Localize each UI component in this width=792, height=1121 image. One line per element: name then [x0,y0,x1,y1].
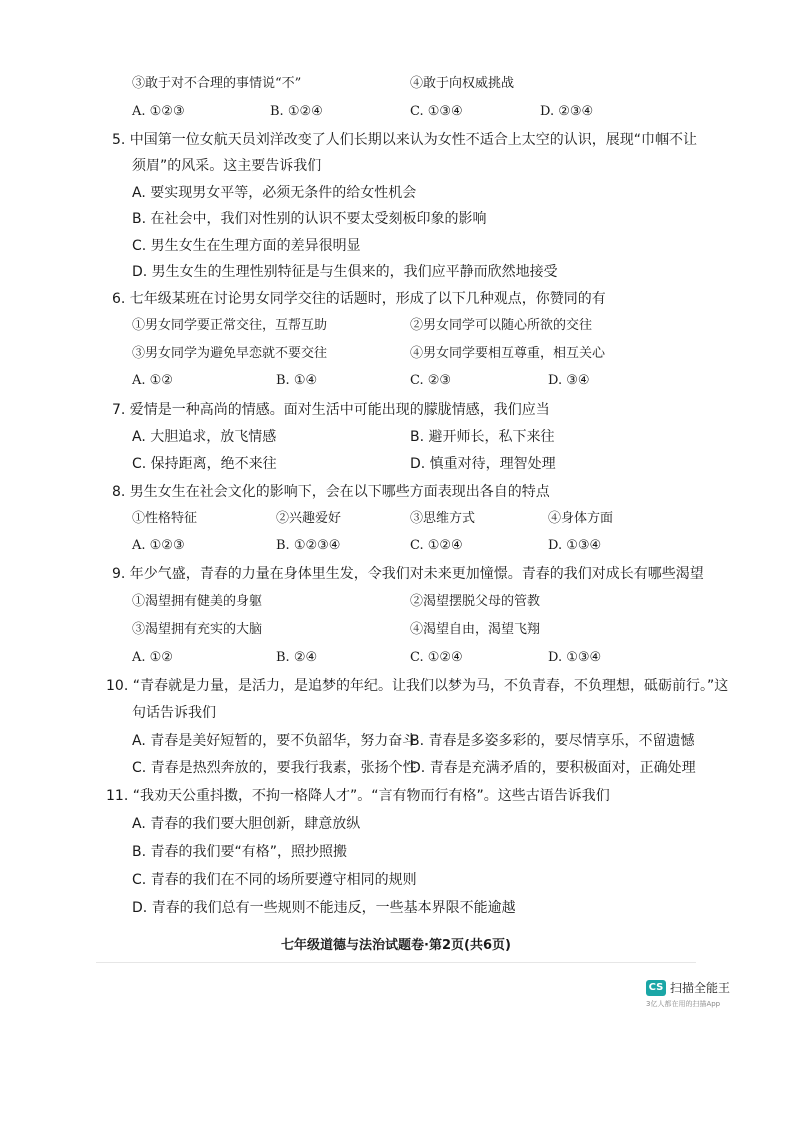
q10-stem-line1: 10. “青春就是力量，是活力，是追梦的年纪。让我们以梦为马，不负青春，不负理想，砥砺前行。”这 [106,678,729,694]
q10-choice-d: D. 青春是充满矛盾的，要积极面对，正确处理 [410,760,696,776]
q11-stem: 11. “我劝天公重抖擞，不拘一格降人才”。“言有物而行有格”。这些古语告诉我们 [106,788,610,804]
q11-choice-b: B. 青春的我们要“有格”，照抄照搬 [132,844,348,860]
q7-choice-a: A. 大胆追求，放飞情感 [132,429,277,445]
q5-choice-b: B. 在社会中，我们对性别的认识不要太受刻板印象的影响 [132,211,487,227]
q8-choice-d: D. ①③④ [548,538,602,553]
page-divider [96,962,696,963]
q10-choice-b: B. 青春是多姿多彩的，要尽情享乐，不留遗憾 [410,733,695,749]
q9-choice-d: D. ①③④ [548,650,602,665]
q6-item-4: ④男女同学要相互尊重，相互关心 [410,346,606,361]
q9-choice-c: C. ①②④ [410,650,463,665]
q4-choice-d: D. ②③④ [540,104,594,119]
q5-stem-line1: 5. 中国第一位女航天员刘洋改变了人们长期以来认为女性不适合上太空的认识，展现“巾帼不让 [112,132,698,148]
q8-item-4: ④身体方面 [548,511,614,526]
q4-item-3: ③敢于对不合理的事情说“不” [132,76,302,91]
q6-choice-c: C. ②③ [410,373,452,388]
q5-choice-a: A. 要实现男女平等，必须无条件的给女性机会 [132,185,417,201]
q7-stem: 7. 爱情是一种高尚的情感。面对生活中可能出现的朦胧情感，我们应当 [112,402,550,418]
q7-choice-b: B. 避开师长，私下来往 [410,429,555,445]
camscanner-tagline: 3亿人都在用的扫描App [646,1000,721,1008]
q9-choice-a: A. ①② [132,650,173,665]
q8-choice-c: C. ①②④ [410,538,463,553]
q8-stem: 8. 男生女生在社会文化的影响下，会在以下哪些方面表现出各自的特点 [112,484,550,500]
q9-stem: 9. 年少气盛，青春的力量在身体里生发，令我们对未来更加憧憬。青春的我们对成长有哪些渴望 [112,566,704,582]
q9-item-4: ④渴望自由，渴望飞翔 [410,622,541,637]
q10-choice-a: A. 青春是美好短暂的，要不负韶华，努力奋斗 [132,733,417,749]
q9-item-1: ①渴望拥有健美的身躯 [132,594,263,609]
q4-choice-a: A. ①②③ [132,104,185,119]
q7-choice-c: C. 保持距离，绝不来往 [132,456,277,472]
q6-choice-b: B. ①④ [276,373,318,388]
q8-choice-b: B. ①②③④ [276,538,341,553]
q10-stem-line2: 句话告诉我们 [132,705,216,721]
page-footer: 七年级道德与法治试题卷·第2页(共6页) [281,938,511,953]
q8-item-2: ②兴趣爱好 [276,511,342,526]
q8-item-3: ③思维方式 [410,511,476,526]
q6-choice-d: D. ③④ [548,373,590,388]
q5-choice-c: C. 男生女生在生理方面的差异很明显 [132,238,361,254]
q8-item-1: ①性格特征 [132,511,198,526]
q4-choice-c: C. ①③④ [410,104,463,119]
q9-item-2: ②渴望摆脱父母的管教 [410,594,541,609]
q10-choice-c: C. 青春是热烈奔放的，要我行我素，张扬个性 [132,760,417,776]
q6-stem: 6. 七年级某班在讨论男女同学交往的话题时，形成了以下几种观点，你赞同的有 [112,291,606,307]
q4-item-4: ④敢于向权威挑战 [410,76,515,91]
q4-choice-b: B. ①②④ [270,104,323,119]
q11-choice-d: D. 青春的我们总有一些规则不能违反，一些基本界限不能逾越 [132,900,516,916]
q6-item-3: ③男女同学为避免早恋就不要交往 [132,346,328,361]
q11-choice-c: C. 青春的我们在不同的场所要遵守相同的规则 [132,872,417,888]
camscanner-name: 扫描全能王 [670,981,731,995]
q11-choice-a: A. 青春的我们要大胆创新，肆意放纵 [132,816,361,832]
q8-choice-a: A. ①②③ [132,538,185,553]
q9-item-3: ③渴望拥有充实的大脑 [132,622,263,637]
camscanner-logo-icon: CS [646,980,666,996]
q6-item-1: ①男女同学要正常交往，互帮互助 [132,318,328,333]
q5-stem-line2: 须眉”的风采。这主要告诉我们 [132,158,322,174]
q5-choice-d: D. 男生女生的生理性别特征是与生俱来的，我们应平静而欣然地接受 [132,264,558,280]
q6-choice-a: A. ①② [132,373,173,388]
q9-choice-b: B. ②④ [276,650,318,665]
q6-item-2: ②男女同学可以随心所欲的交往 [410,318,593,333]
q7-choice-d: D. 慎重对待，理智处理 [410,456,556,472]
